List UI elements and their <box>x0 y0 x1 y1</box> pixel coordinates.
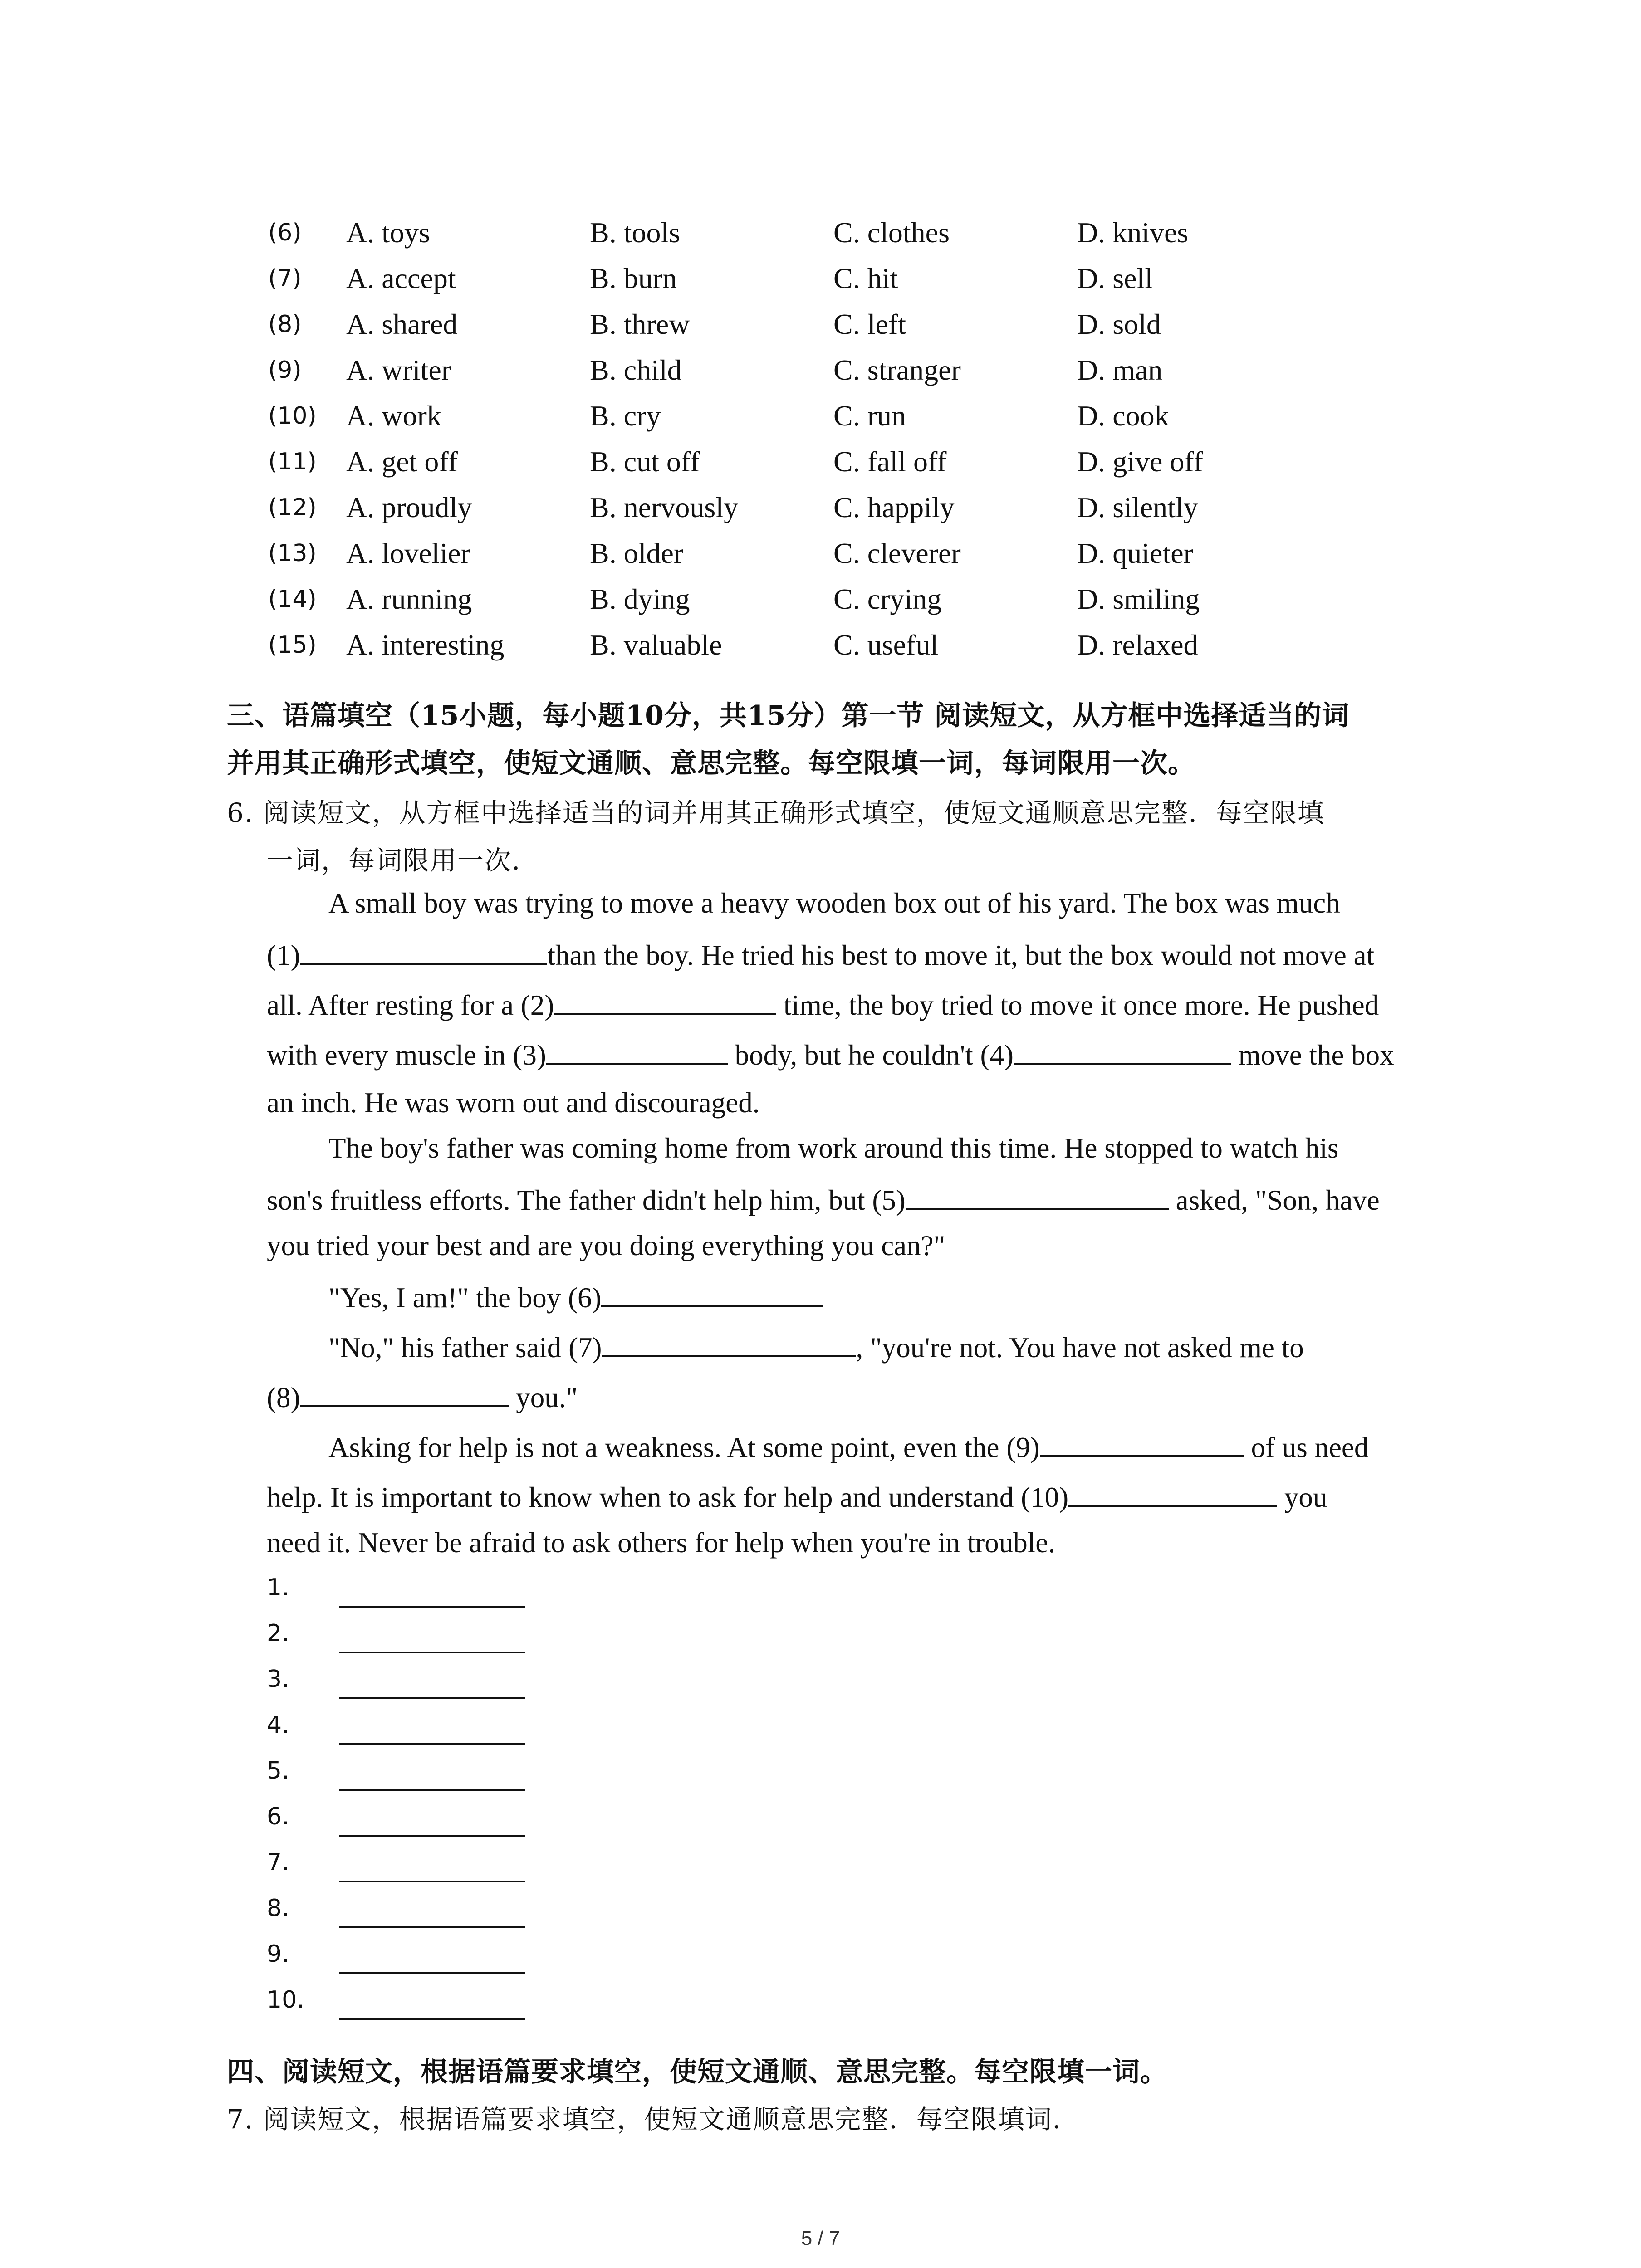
option-row <box>268 215 1304 261</box>
option-b: B. threw <box>590 308 690 340</box>
passage-text: you <box>1277 1481 1327 1513</box>
blank-10[interactable] <box>1068 1479 1277 1507</box>
passage-text: Asking for help is not a weakness. At some point, even the (9) <box>328 1432 1040 1463</box>
option-c: C. left <box>833 308 906 340</box>
answer-number: 6. <box>267 1803 289 1830</box>
answer-blank[interactable] <box>339 1972 525 1974</box>
option-c: C. stranger <box>833 354 961 386</box>
option-c: C. useful <box>833 629 939 661</box>
blank-6[interactable] <box>601 1279 823 1307</box>
passage-text: you." <box>509 1382 578 1413</box>
option-a: A. running <box>346 583 472 615</box>
q6-prompt-line1: 6. 阅读短文，从方框中选择适当的词并用其正确形式填空，使短文通顺意思完整．每空限填 <box>227 797 1325 828</box>
option-c: C. happily <box>833 491 955 523</box>
option-b: B. cry <box>590 400 661 432</box>
passage-line <box>267 987 1379 1022</box>
option-row <box>268 582 1304 628</box>
blank-4[interactable] <box>1014 1036 1231 1065</box>
section4-heading: 四、阅读短文，根据语篇要求填空，使短文通顺、意思完整。每空限填一词。 <box>227 2056 1168 2088</box>
option-d: D. sell <box>1077 262 1153 294</box>
option-c: C. hit <box>833 262 898 294</box>
passage-text: move the box <box>1231 1039 1394 1071</box>
option-d: D. cook <box>1077 400 1169 432</box>
option-d: D. relaxed <box>1077 629 1198 661</box>
option-d: D. knives <box>1077 216 1189 249</box>
option-b: B. child <box>590 354 682 386</box>
option-d: D. quieter <box>1077 537 1193 569</box>
option-d: D. man <box>1077 354 1163 386</box>
answer-number: 4. <box>267 1711 289 1739</box>
question-number: (10) <box>268 402 317 430</box>
passage-text: (1) <box>267 939 300 971</box>
option-c: C. run <box>833 400 906 432</box>
passage-text: time, the boy tried to move it once more. He pushed <box>776 989 1379 1021</box>
option-c: C. crying <box>833 583 942 615</box>
option-c: C. clothes <box>833 216 950 249</box>
answer-blank[interactable] <box>339 1926 525 1928</box>
passage-line <box>267 1379 578 1414</box>
option-c: C. cleverer <box>833 537 961 569</box>
passage-line: need it. Never be afraid to ask others for help when you're in trouble. <box>267 1527 1056 1559</box>
answer-blank[interactable] <box>339 1606 525 1608</box>
option-row <box>268 399 1304 445</box>
option-row <box>268 445 1304 490</box>
answer-blank[interactable] <box>339 2018 525 2020</box>
passage-text: with every muscle in (3) <box>267 1039 546 1071</box>
option-d: D. give off <box>1077 445 1203 478</box>
section3-heading-line2: 并用其正确形式填空，使短文通顺、意思完整。每空限填一词，每词限用一次。 <box>227 748 1195 779</box>
answer-number: 8. <box>267 1895 289 1922</box>
passage-line <box>267 1479 1327 1514</box>
option-b: B. older <box>590 537 684 569</box>
option-b: B. dying <box>590 583 690 615</box>
blank-8[interactable] <box>300 1379 509 1407</box>
option-row <box>268 353 1304 399</box>
question-number: (6) <box>268 219 302 246</box>
answer-blank[interactable] <box>339 1835 525 1837</box>
passage-text: all. After resting for a (2) <box>267 989 554 1021</box>
option-row <box>268 261 1304 307</box>
passage-line <box>328 1279 823 1315</box>
answer-blank[interactable] <box>339 1652 525 1653</box>
option-b: B. cut off <box>590 445 700 478</box>
answer-number: 1. <box>267 1574 289 1601</box>
question-number: (14) <box>268 586 317 613</box>
answer-number: 2. <box>267 1620 289 1647</box>
option-a: A. get off <box>346 445 458 478</box>
passage-line: an inch. He was worn out and discouraged. <box>267 1087 760 1119</box>
question-number: (11) <box>268 448 317 475</box>
passage-line <box>328 1329 1304 1364</box>
answer-blank[interactable] <box>339 1697 525 1699</box>
option-a: A. interesting <box>346 629 505 661</box>
q7-prompt: 7. 阅读短文，根据语篇要求填空，使短文通顺意思完整．每空限填词． <box>227 2104 1080 2135</box>
blank-2[interactable] <box>554 987 776 1015</box>
question-number: (7) <box>268 265 302 292</box>
answer-number: 3. <box>267 1666 289 1693</box>
passage-line <box>267 1036 1394 1072</box>
passage-text: son's fruitless efforts. The father didn't help him, but (5) <box>267 1184 906 1216</box>
blank-7[interactable] <box>602 1329 856 1357</box>
section3-heading-line1: 三、语篇填空（15小题，每小题10分，共15分）第一节 阅读短文，从方框中选择适当的词 <box>227 700 1350 732</box>
option-a: A. shared <box>346 308 458 340</box>
option-d: D. sold <box>1077 308 1161 340</box>
question-number: (8) <box>268 311 302 338</box>
answer-blank[interactable] <box>339 1789 525 1791</box>
option-row <box>268 536 1304 582</box>
option-d: D. silently <box>1077 491 1198 523</box>
passage-text: help. It is important to know when to ask for help and understand (10) <box>267 1481 1069 1513</box>
q6-prompt-line2: 一词，每词限用一次． <box>267 845 539 876</box>
passage-text: than the boy. He tried his best to move it, but the box would not move at <box>547 939 1375 971</box>
option-b: B. valuable <box>590 629 722 661</box>
answer-number: 7. <box>267 1849 289 1876</box>
passage-line: you tried your best and are you doing everything you can?" <box>267 1230 945 1261</box>
option-b: B. nervously <box>590 491 739 523</box>
passage-text: asked, "Son, have <box>1168 1184 1380 1216</box>
blank-9[interactable] <box>1040 1429 1244 1457</box>
option-b: B. tools <box>590 216 681 249</box>
passage-text: "Yes, I am!" the boy (6) <box>328 1282 602 1314</box>
options-table <box>268 215 1304 674</box>
option-d: D. smiling <box>1077 583 1200 615</box>
option-c: C. fall off <box>833 445 947 478</box>
page-number: 5 / 7 <box>801 2227 840 2249</box>
passage-text: (8) <box>267 1382 300 1413</box>
blank-5[interactable] <box>906 1182 1169 1210</box>
answer-blank[interactable] <box>339 1881 525 1882</box>
option-a: A. lovelier <box>346 537 470 569</box>
passage-line <box>328 1429 1368 1464</box>
passage-text: of us need <box>1244 1432 1369 1463</box>
option-row <box>268 628 1304 674</box>
blank-3[interactable] <box>546 1036 728 1065</box>
question-number: (12) <box>268 494 317 521</box>
passage-text: "No," his father said (7) <box>328 1332 602 1364</box>
answer-blank[interactable] <box>339 1743 525 1745</box>
option-b: B. burn <box>590 262 677 294</box>
option-a: A. proudly <box>346 491 472 523</box>
answer-number: 10. <box>267 1986 304 2014</box>
blank-1[interactable] <box>300 937 547 965</box>
passage-text: body, but he couldn't (4) <box>727 1039 1014 1071</box>
option-a: A. work <box>346 400 441 432</box>
passage-line <box>267 1182 1380 1217</box>
option-a: A. toys <box>346 216 430 249</box>
question-number: (9) <box>268 357 302 384</box>
question-number: (13) <box>268 540 317 567</box>
question-number: (15) <box>268 631 317 659</box>
passage-line: The boy's father was coming home from work around this time. He stopped to watch his <box>328 1132 1339 1164</box>
answer-number: 5. <box>267 1757 289 1784</box>
answer-number: 9. <box>267 1941 289 1968</box>
passage-line <box>267 937 1374 972</box>
option-a: A. accept <box>346 262 456 294</box>
passage-line: A small boy was trying to move a heavy wooden box out of his yard. The box was much <box>328 887 1340 919</box>
passage-text: , "you're not. You have not asked me to <box>856 1332 1304 1364</box>
option-row <box>268 490 1304 536</box>
option-row <box>268 307 1304 353</box>
option-a: A. writer <box>346 354 451 386</box>
